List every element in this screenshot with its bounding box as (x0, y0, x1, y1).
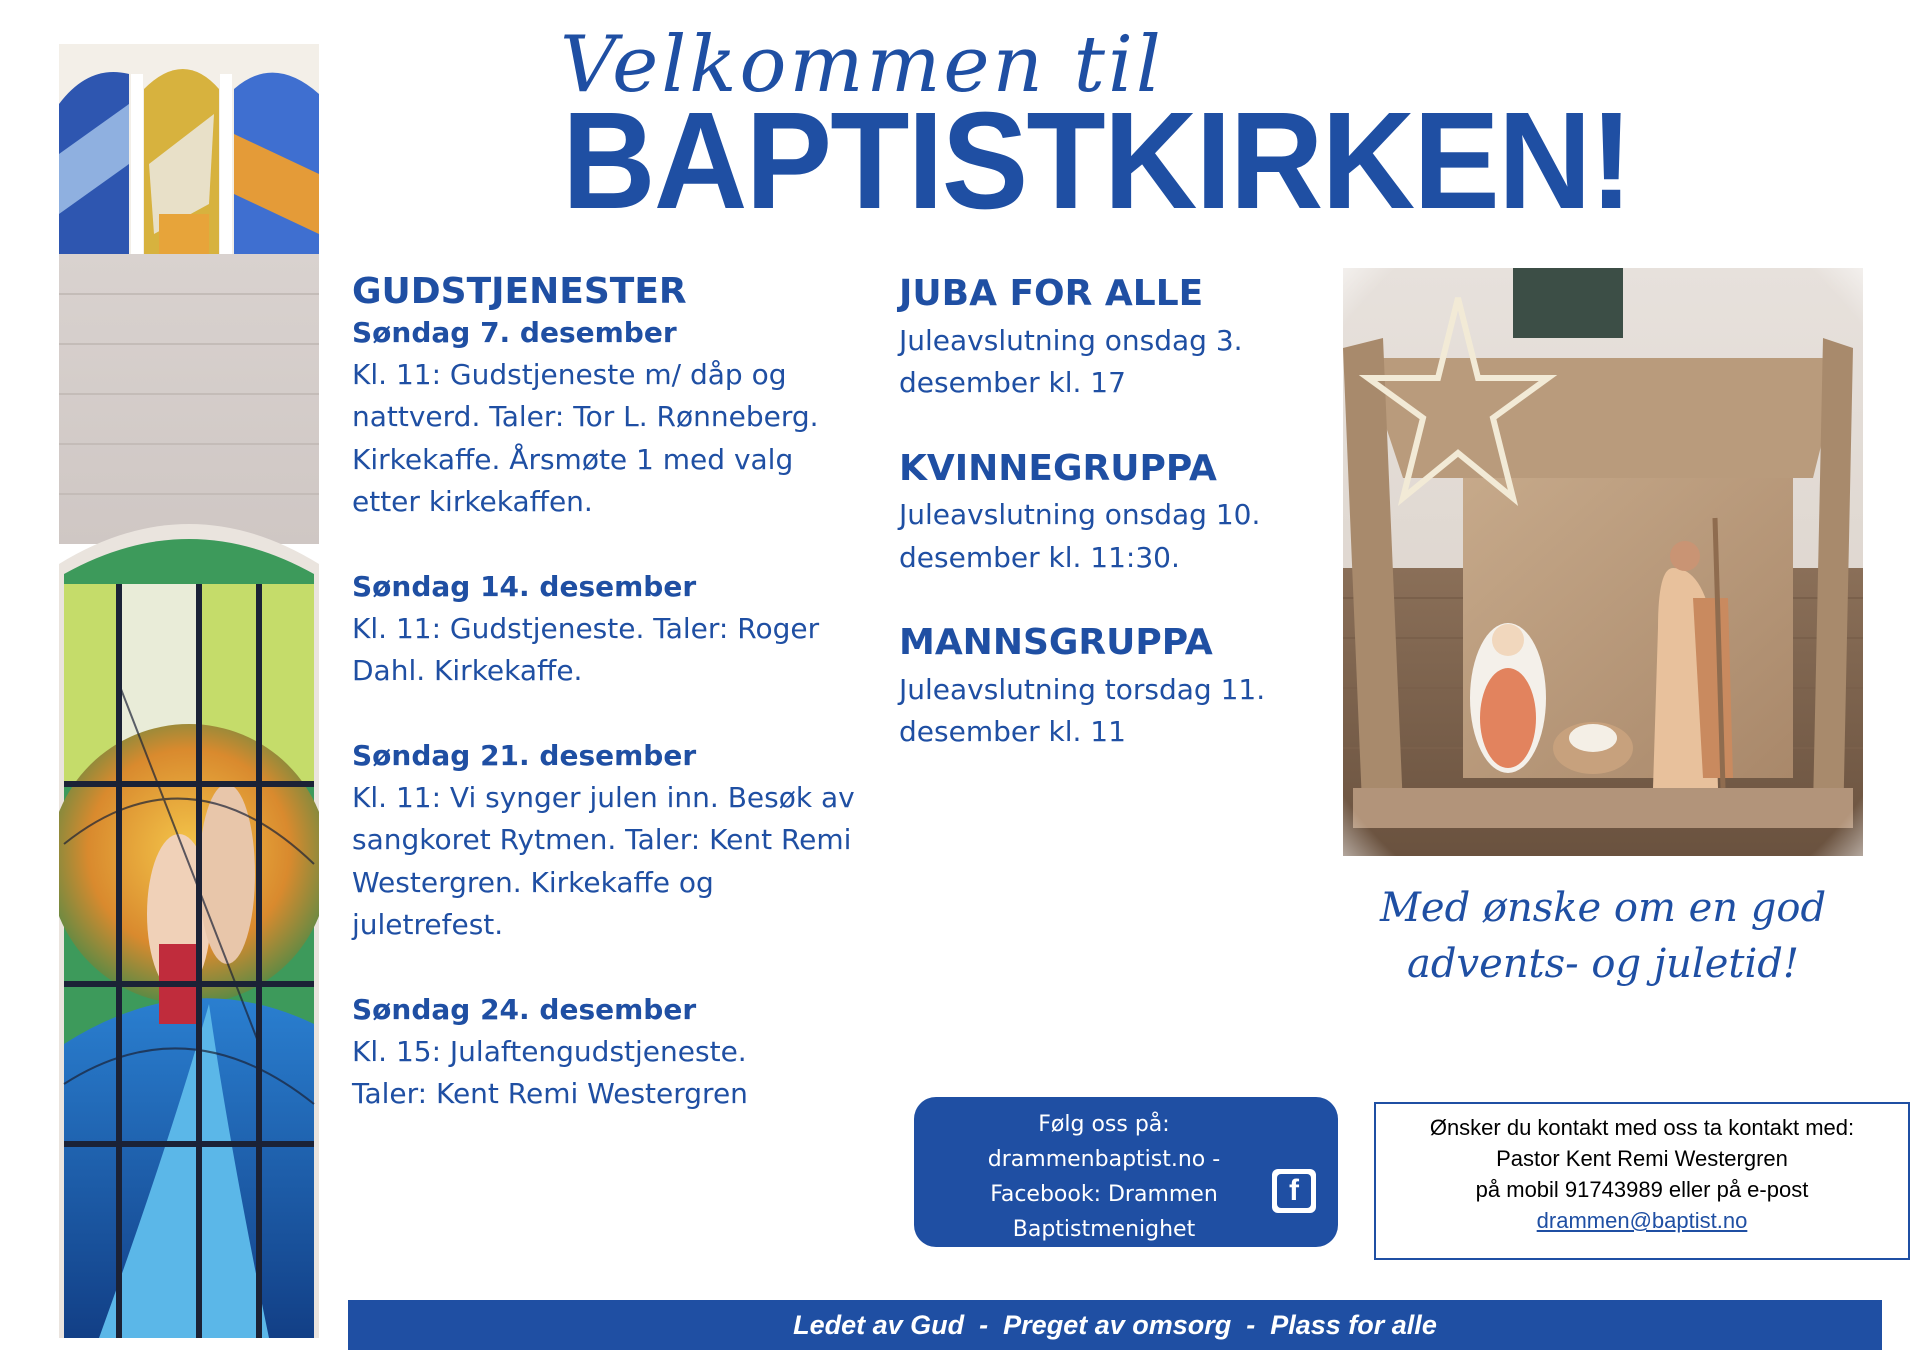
group-line: Juleavslutning onsdag 3. (899, 323, 1243, 357)
service-date: Søndag 14. desember (352, 569, 697, 603)
church-name-title: BAPTISTKIRKEN! (562, 84, 1632, 238)
website-link[interactable]: drammenbaptist.no - (987, 1147, 1221, 1172)
group-line: desember kl. 11:30. (899, 540, 1180, 574)
greeting-text (1343, 880, 1863, 992)
group-heading: MANNSGRUPPA (899, 622, 1213, 664)
group-block (899, 449, 1299, 580)
contact-email-link[interactable]: drammen@baptist.no (1536, 1208, 1748, 1233)
facebook-icon[interactable]: f (1272, 1169, 1316, 1213)
stained-glass-strip (59, 44, 319, 1338)
contact-box (1374, 1102, 1910, 1260)
group-heading: JUBA FOR ALLE (899, 273, 1204, 314)
service-line: Kirkekaffe. Årsmøte 1 med valg (352, 442, 794, 476)
greeting-line: advents- og juletid! (1407, 941, 1799, 987)
service-line: Dahl. Kirkekaffe. (352, 654, 583, 688)
service-line: Kl. 11: Gudstjeneste m/ dåp og (352, 357, 787, 391)
contact-phone: på mobil 91743989 eller på e-post (1475, 1177, 1809, 1202)
facebook-page-name[interactable]: Baptistmenighet (1012, 1217, 1196, 1242)
group-block (899, 274, 1299, 405)
nativity-photo (1343, 268, 1863, 856)
stained-glass-image (59, 44, 319, 1338)
groups-column (899, 274, 1299, 798)
group-line: Juleavslutning torsdag 11. (899, 672, 1266, 706)
facebook-line[interactable]: Facebook: Drammen (990, 1182, 1218, 1207)
welcome-script-heading: Velkommen til (560, 20, 1164, 110)
group-line: desember kl. 11 (899, 715, 1126, 749)
service-date: Søndag 21. desember (352, 738, 697, 772)
services-heading: GUDSTJENESTER (352, 271, 687, 312)
service-line: Kl. 11: Vi synger julen inn. Besøk av (352, 780, 855, 814)
service-line: Kl. 15: Julaftengudstjeneste. (352, 1034, 747, 1068)
service-line: etter kirkekaffen. (352, 485, 593, 519)
service-date: Søndag 7. desember (352, 315, 677, 349)
services-column (352, 272, 872, 1116)
service-date: Søndag 24. desember (352, 992, 697, 1026)
service-line: Westergren. Kirkekaffe og (352, 865, 714, 899)
group-line: Juleavslutning onsdag 10. (899, 498, 1261, 532)
contact-pastor: Pastor Kent Remi Westergren (1496, 1146, 1788, 1171)
greeting-line: Med ønske om en god (1379, 885, 1827, 931)
service-line: Taler: Kent Remi Westergren (352, 1077, 748, 1111)
service-line: juletrefest. (352, 908, 504, 942)
service-line: Kl. 11: Gudstjeneste. Taler: Roger (352, 611, 820, 645)
group-block (899, 623, 1299, 754)
follow-us-box (914, 1097, 1338, 1247)
service-line: nattverd. Taler: Tor L. Rønneberg. (352, 400, 819, 434)
contact-intro: Ønsker du kontakt med oss ta kontakt med: (1429, 1115, 1855, 1140)
service-line: sangkoret Rytmen. Taler: Kent Remi (352, 823, 852, 857)
footer-slogan-bar: Ledet av Gud - Preget av omsorg - Plass for alle (348, 1300, 1882, 1350)
group-line: desember kl. 17 (899, 366, 1126, 400)
nativity-scene-image (1343, 268, 1863, 856)
follow-label: Følg oss på: (1038, 1112, 1170, 1137)
group-heading: KVINNEGRUPPA (899, 447, 1217, 489)
